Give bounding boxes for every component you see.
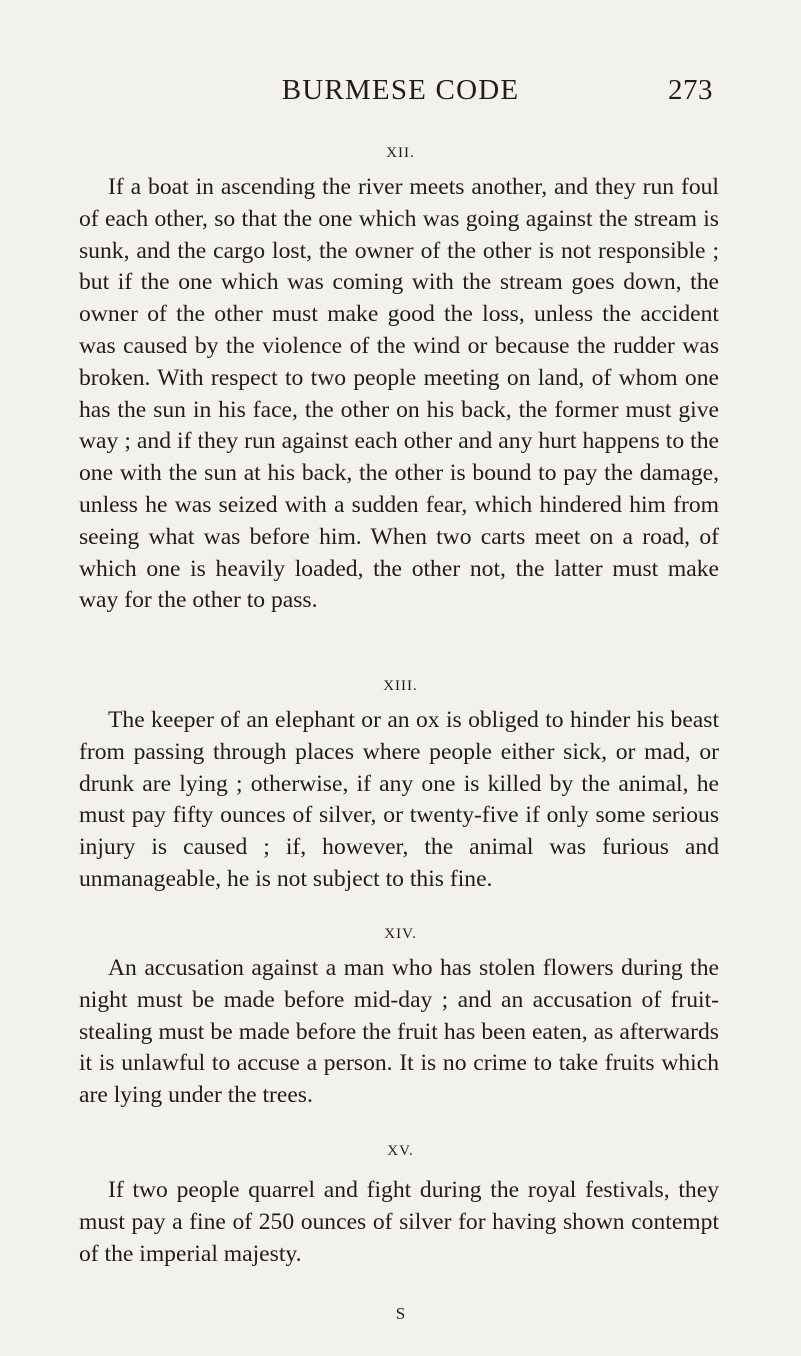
section-text-xiii: The keeper of an elephant or an ox is obliged to hinder his beast from passing through places where people either sick, or mad, or drunk are lying ; otherwise, if any one is killed by the animal, he must pay fifty ounces of silver, or twenty-five if only some serious injury is caused ; if, however, the animal was furious and unmanageable, he is not subject to this fine. xyxy=(79,707,719,892)
section-heading-xv: XV. xyxy=(387,1143,414,1159)
section-heading-xii: XII. xyxy=(386,145,415,161)
running-head xyxy=(0,74,801,114)
section-heading-xiv: XIV. xyxy=(384,926,417,942)
running-title: BURMESE CODE xyxy=(281,74,520,106)
page-number: 273 xyxy=(668,74,713,106)
section-heading-xiii: XIII. xyxy=(383,678,418,694)
section-text-xv: If two people quarrel and fight during the royal festivals, they must pay a fine of 250 ounces of silver for having shown contempt of the imperial majesty. xyxy=(79,1177,719,1267)
signature-mark: S xyxy=(395,1304,406,1323)
section-text-xii: If a boat in ascending the river meets another, and they run foul of each other, so that the one which was going against the stream is sunk, and the cargo lost, the owner of the other is not responsible ; but if the one which was coming with the stream goes down, the owner of the other must make good the loss, unless the accident was caused by the violence of the wind or because the rudder was broken. With respect to two people meeting on land, of whom one has the sun in his face, the other on his back, the former must give way ; and if they run against each other and any hurt happens to the one with the sun at his back, the other is bound to pay the damage, unless he was seized with a sudden fear, which hindered him from seeing what was before him. When two carts meet on a road, of which one is heavily loaded, the other not, the latter must make way for the other to pass. xyxy=(79,174,719,614)
section-text-xiv: An accusation against a man who has stolen flowers during the night must be made before mid-day ; and an accusation of fruit-stealing must be made before the fruit has been eaten, as afterwards it is unlawful to accuse a person. It is no crime to take fruits which are lying under the trees. xyxy=(79,955,719,1109)
